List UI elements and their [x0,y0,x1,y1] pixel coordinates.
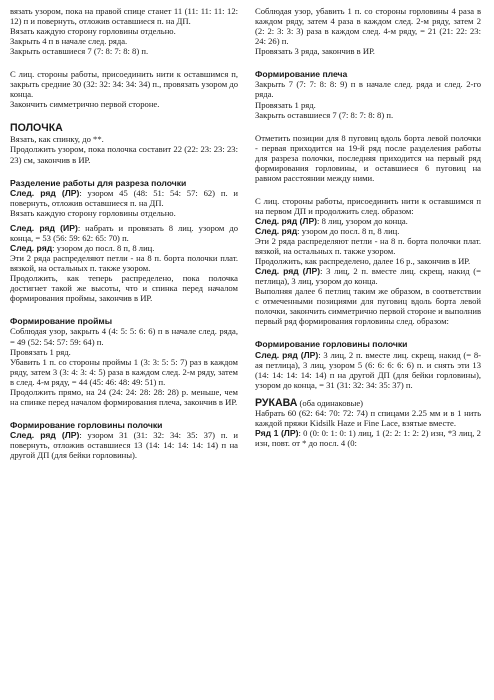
row-label: След. ряд (ИР) [10,222,78,233]
paragraph: С лиц. стороны работы, присоединить нити к оставшимся п, закрыть средние 30 (32: 32: 34: 34: 34) п., провязать узором до конца. [10,69,238,100]
spacer [10,407,238,420]
section-heading: Формирование плеча [255,69,348,80]
spacer [255,56,481,69]
paragraph: Закрыть 4 п в начале след. ряда. [10,36,128,47]
row-instruction [10,223,238,243]
row-text: : 8 лиц, узором до конца. [317,215,408,226]
row-label: След. ряд (ЛР) [255,266,321,277]
chapter-heading: ПОЛОЧКА [10,122,63,135]
paragraph: С лиц. стороны работы, присоединить нити к оставшимся п на первом ДП и продолжить след. образом: [255,195,481,216]
row-text: : 3 лиц, 2 п. вместе лиц. скрещ, накид (= петлица), 3 лиц, узором до конца. [255,266,482,287]
paragraph: Закрыть оставшиеся 7 (7: 8: 7: 8: 8) п. [10,46,149,57]
paragraph: Провязать 1 ряд. [255,99,316,110]
row-instruction [10,430,238,460]
row-label: След. ряд [10,243,53,253]
spacer [255,326,481,339]
row-label: Ряд 1 (ЛР) [255,428,299,438]
row-text: : 0 (0: 0: 1: 0: 1) лиц, 1 (2: 2: 1: 2: 2) изн, *3 лиц, 2 изн, повт. от * до посл. 4 (0: [255,428,481,449]
paragraph: Закрыть оставшиеся 7 (7: 8: 7: 8: 8) п. [255,109,394,120]
paragraph: Выполняя далее 6 петлиц таким же образом, в соответствии с отмеченными позициями для пуговиц вдоль борта левой полочки, закончить симметрично первой стороне и выполнив первый ряд формирования горловины след. образом: [255,286,481,327]
row-instruction [255,266,481,286]
row-text: : узором 31 (31: 32: 34: 35: 37) п. и повернуть, отложив оставшиеся 13 (14: 14: 14: 14: 14) п на другой ДП (для бейки горловины). [10,430,238,461]
row-label: След. ряд (ЛР) [10,430,80,441]
paragraph: Эти 2 ряда распределяют петли - на 8 п. борта полочки плат. вязкой, на остальных п. также узором. [255,236,481,257]
paragraph: Закрыть 7 (7: 7: 8: 8: 9) п в начале след. ряда и след. 2-го ряда. [255,79,481,100]
spacer [10,109,238,122]
paragraph: Вязать каждую сторону горловины отдельно. [10,26,176,37]
row-label: След. ряд (ЛР) [255,215,318,226]
row-text: : набрать и провязать 8 лиц. узором до конца, = 53 (56: 59: 62: 65: 70) п. [10,222,238,243]
row-instruction [255,216,481,226]
row-label: След. ряд [255,226,298,236]
row-instruction [10,243,238,253]
section-heading: Разделение работы для разреза полочки [10,177,187,188]
chapter-heading-line [255,398,481,408]
paragraph: Вязать, как спинку, до **. [10,134,104,145]
spacer [10,303,238,316]
paragraph: Продолжить, как теперь распределено, пока полочка достигнет такой же высоты, что и спинка перед началом формирования проймы, закончив в ИР. [10,273,238,304]
right-column [255,6,481,448]
paragraph: Вязать каждую сторону горловины отдельно. [10,207,176,218]
paragraph: Провязать 1 ряд. [10,346,71,357]
chapter-heading: РУКАВА [255,396,298,409]
row-text: : узором до посл. 8 п, 8 лиц. [52,243,155,253]
row-text: : 3 лиц, 2 п. вместе лиц. скрещ, накид (= 8-ая петлица), 3 лиц, узором 5 (6: 6: 6: 6: 6) п. и снять эти 13 (14: 14: 14: 14: 14) п на другой ДП (для бейки горловины), узором до конца, = 31 (31: 32: 34: 35: 37) п. [255,349,481,390]
row-text: : узором до посл. 8 п, 8 лиц. [297,226,400,236]
paragraph: Соблюдая узор, убавить 1 п. со стороны горловины 4 раза в каждом ряду, затем 4 раза в каждом след. 2-м ряду, затем 2 (2: 2: 3: 3: 3) раза в каждом след. 4-м ряду, = 21 (21: 22: 23: 24: 26) п. [255,6,481,47]
section-heading: Формирование горловины полочки [10,419,163,430]
paragraph: Эти 2 ряда распределяют петли - на 8 п. борта полочки плат. вязкой, на остальных п. также узором. [10,253,238,274]
spacer [10,165,238,178]
spacer [10,56,238,69]
paragraph: Соблюдая узор, закрыть 4 (4: 5: 5: 6: 6) п в начале след. ряда, = 49 (52: 54: 57: 59: 64) п. [10,326,238,347]
spacer [255,120,481,133]
paragraph: Продолжить, как распределено, далее 16 р., закончив в ИР. [255,256,471,267]
section-heading: Формирование горловины полочки [255,339,408,350]
row-instruction [255,226,481,236]
row-instruction [255,350,481,390]
row-instruction [10,188,238,208]
paragraph: Продолжить прямо, на 24 (24: 24: 28: 28: 28) р. меньше, чем на спинке перед началом формирования плеча, закончив в ИР. [10,386,238,407]
paragraph: Убавить 1 п. со стороны проймы 1 (3: 3: 5: 5: 7) раз в каждом ряду, затем 3 (3: 4: 3: 4: 5) раза в каждом след. 2-м ряду, затем в след. 4-м ряду, = 44 (45: 46: 48: 49: 51) п. [10,356,238,387]
row-instruction [255,428,481,448]
row-label: След. ряд (ЛР) [255,349,319,360]
paragraph: Закончить симметрично первой стороне. [10,99,160,110]
left-column [10,6,238,460]
section-heading: Формирование проймы [10,316,113,327]
row-text: : узором 45 (48: 51: 54: 57: 62) п. и повернуть, отложив оставшиеся п. на ДП. [10,187,238,208]
chapter-subtitle: (оба одинаковые) [297,397,364,408]
spacer [255,183,481,196]
paragraph: Набрать 60 (62: 64: 70: 72: 74) п спицами 2.25 мм и в 1 нить каждой пряжи Kidsilk Haze и Fine Lace, взятые вместе. [255,407,481,428]
paragraph: Провязать 3 ряда, закончив в ИР. [255,46,375,57]
paragraph: Отметить позиции для 8 пуговиц вдоль борта левой полочки - первая приходится на 19-й ряд после разделения работы для разреза полочки, последняя приходится на первый ряд формирования горловины, и оставшиеся 6 пуговиц на равном расстоянии между ними. [255,132,481,183]
paragraph: Продолжить узором, пока полочка составит 22 (22: 23: 23: 23: 23) см, закончив в ИР. [10,144,238,165]
paragraph: вязать узором, пока на правой спице станет 11 (11: 11: 11: 12: 12) п и повернуть, отложив оставшиеся п. на ДП. [10,6,238,27]
row-label: След. ряд (ЛР) [10,187,80,198]
